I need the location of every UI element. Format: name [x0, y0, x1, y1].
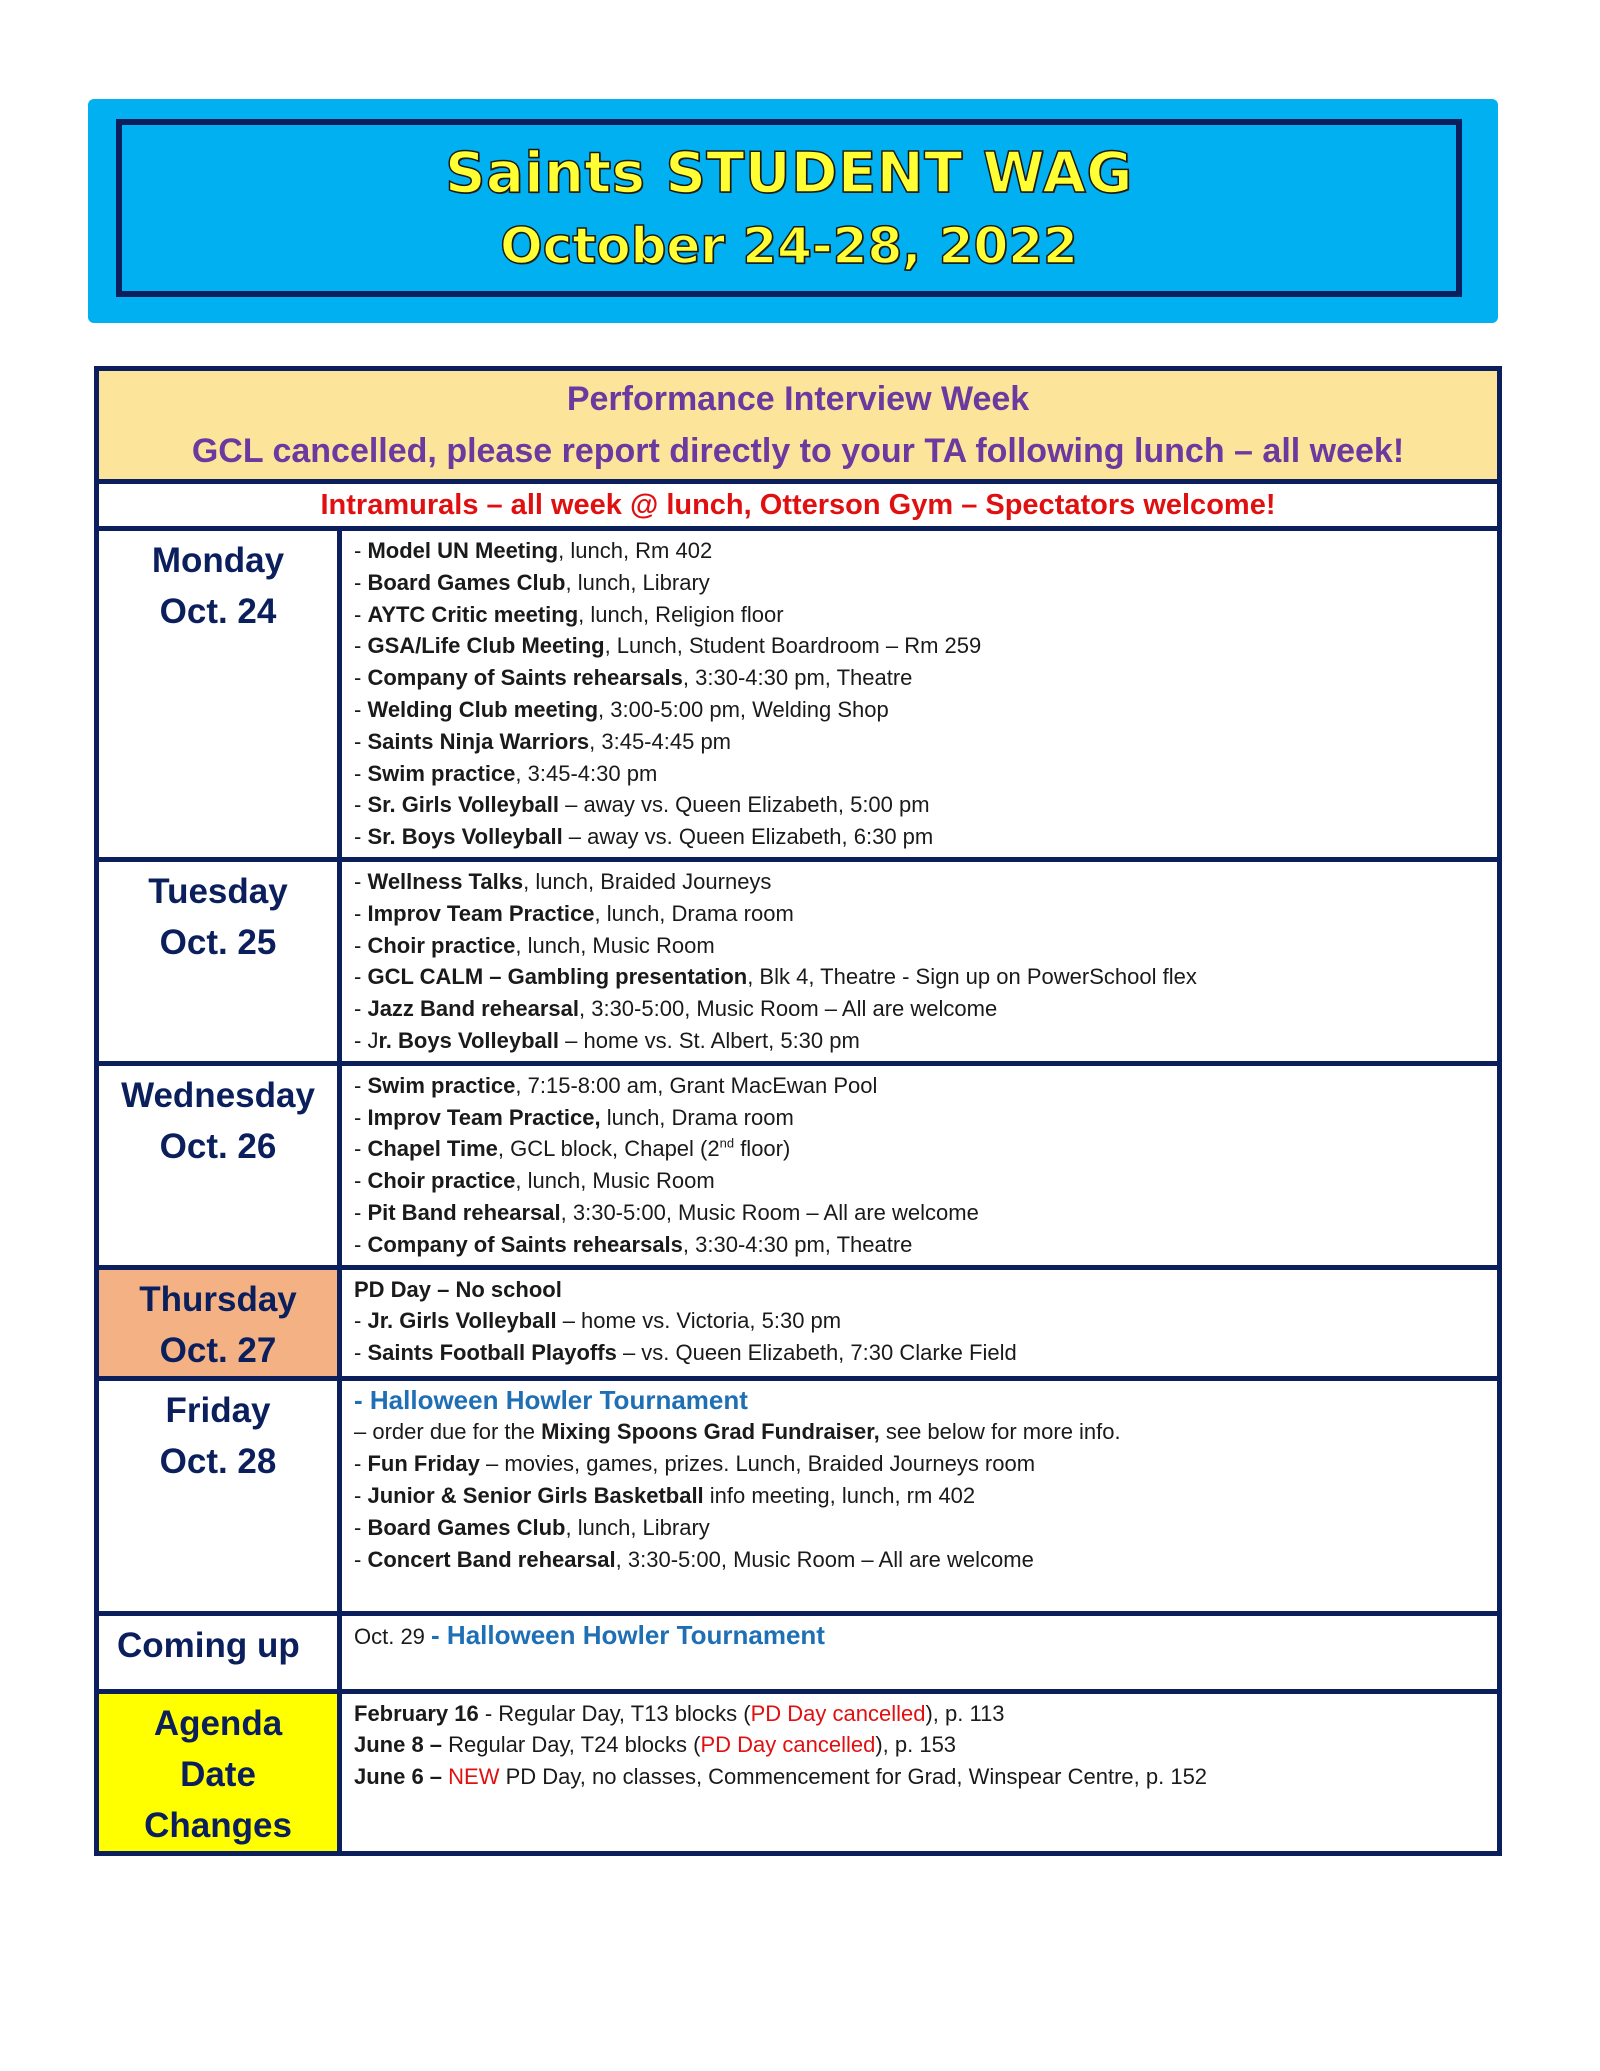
- event-details: , lunch, Rm 402: [558, 538, 713, 563]
- event-title: Swim practice: [367, 1072, 516, 1098]
- event-details: , lunch, Religion floor: [578, 601, 784, 627]
- coming-up-label-cell: [97, 1613, 340, 1691]
- event-prefix: -: [354, 1340, 368, 1366]
- event-details: , lunch, Music Room: [515, 932, 715, 958]
- event-details: , GCL block, Chapel (2: [497, 1136, 720, 1162]
- agenda-date: June 8 –: [354, 1732, 443, 1758]
- event-prefix: -: [354, 1308, 368, 1334]
- event-prefix: -: [354, 932, 368, 958]
- event-prefix: -: [354, 1168, 368, 1194]
- event-title: Swim practice: [367, 760, 516, 786]
- event-prefix: -: [354, 1482, 368, 1508]
- announcement-row: [97, 369, 1500, 482]
- event-prefix: – order due for the: [354, 1419, 542, 1445]
- agenda-text: Regular Day, T24 blocks (: [442, 1732, 701, 1758]
- agenda-item: [354, 1729, 1497, 1761]
- agenda-text-tail: ), p. 153: [875, 1732, 957, 1758]
- event-title: Jazz Band rehearsal: [367, 996, 579, 1022]
- event-prefix: -: [354, 601, 368, 627]
- event-prefix: -: [354, 964, 368, 990]
- event-prefix: -: [354, 633, 368, 659]
- day-label-wednesday: [97, 1063, 340, 1267]
- event-item: [354, 1197, 1497, 1229]
- agenda-highlight: PD Day cancelled: [700, 1732, 876, 1758]
- event-superscript: nd: [719, 1136, 735, 1152]
- event-item: [354, 535, 1497, 567]
- event-details: see below for more info.: [879, 1419, 1121, 1445]
- day-name: Thursday: [139, 1279, 297, 1319]
- event-details: – home vs. St. Albert, 5:30 pm: [559, 1027, 860, 1053]
- events-tuesday: [340, 859, 1500, 1063]
- coming-up-title: - Halloween Howler Tournament: [431, 1619, 825, 1650]
- event-details: info meeting, lunch, rm 402: [703, 1482, 976, 1508]
- day-name: Wednesday: [121, 1075, 315, 1115]
- event-item: [354, 1448, 1497, 1480]
- event-details: , 3:45-4:30 pm: [515, 760, 658, 786]
- event-item: [354, 662, 1497, 694]
- event-item: [354, 866, 1497, 898]
- event-item: [354, 821, 1497, 853]
- event-prefix: -: [354, 1104, 368, 1130]
- friday-highlight-event: - Halloween Howler Tournament: [354, 1384, 748, 1415]
- agenda-label-cell: [97, 1691, 340, 1853]
- agenda-text-tail: ), p. 113: [925, 1700, 1005, 1726]
- event-item: [354, 630, 1497, 662]
- agenda-label-1: Agenda: [153, 1703, 283, 1743]
- event-details: , 3:30-5:00, Music Room – All are welcome: [615, 1546, 1034, 1572]
- event-prefix: -: [354, 1199, 368, 1225]
- event-prefix: -: [354, 1136, 368, 1162]
- announcement-line-2: GCL cancelled, please report directly to your TA following lunch – all week!: [191, 432, 1405, 470]
- event-title: Wellness Talks: [367, 868, 524, 894]
- agenda-highlight: NEW: [448, 1764, 500, 1790]
- event-prefix: -: [354, 1451, 368, 1477]
- event-details: , 3:30-5:00, Music Room – All are welcome: [579, 996, 998, 1022]
- agenda-label-2: Date: [180, 1754, 256, 1794]
- header-banner: [88, 99, 1498, 323]
- intramurals-notice: Intramurals – all week @ lunch, Otterson Gym – Spectators welcome!: [97, 482, 1500, 529]
- event-item: [354, 1102, 1497, 1134]
- event-details: , 3:45-4:45 pm: [589, 728, 732, 754]
- event-prefix: -: [354, 538, 368, 563]
- day-label-tuesday: [97, 859, 340, 1063]
- event-title: GCL CALM – Gambling presentation: [367, 964, 748, 990]
- event-item: [354, 993, 1497, 1025]
- agenda-item: [354, 1698, 1497, 1730]
- event-prefix: -: [354, 824, 368, 850]
- event-item: [354, 789, 1497, 821]
- coming-up-row: [97, 1613, 1500, 1691]
- event-prefix: -: [354, 996, 368, 1022]
- events-thursday: [340, 1267, 1500, 1378]
- day-date: Oct. 24: [159, 592, 277, 631]
- event-title: Sr. Girls Volleyball: [367, 792, 560, 818]
- event-title: r. Boys Volleyball: [378, 1027, 560, 1053]
- day-label-monday: [97, 529, 340, 860]
- event-prefix: -: [354, 569, 368, 595]
- event-title: Choir practice: [367, 1168, 516, 1194]
- event-details: lunch, Drama room: [600, 1104, 794, 1130]
- coming-up-event: [354, 1620, 1497, 1653]
- page-title: Saints STUDENT WAG: [445, 140, 1133, 206]
- announcement-cell: [97, 369, 1500, 482]
- event-item: [354, 1070, 1497, 1102]
- event-item: [354, 1512, 1497, 1544]
- event-prefix: -: [354, 728, 368, 754]
- event-details: , Blk 4, Theatre - Sign up on PowerSchool flex: [747, 964, 1197, 990]
- agenda-text-tail: PD Day, no classes, Commencement for Grad, Winspear Centre, p. 152: [499, 1764, 1208, 1790]
- agenda-item: [354, 1761, 1497, 1793]
- day-name: Monday: [151, 541, 285, 580]
- event-title: Company of Saints rehearsals: [367, 665, 683, 691]
- event-details: , 3:30-5:00, Music Room – All are welcome: [560, 1199, 979, 1225]
- day-label-friday: [97, 1378, 340, 1613]
- event-title: Jr. Girls Volleyball: [367, 1308, 557, 1334]
- event-details: – away vs. Queen Elizabeth, 5:00 pm: [559, 792, 930, 818]
- event-details: , lunch, Music Room: [515, 1168, 715, 1194]
- event-details: , lunch, Library: [565, 569, 710, 595]
- events-friday: [340, 1378, 1500, 1613]
- event-details: , 3:30-4:30 pm, Theatre: [682, 665, 913, 691]
- event-prefix: -: [354, 760, 368, 786]
- event-item: [354, 930, 1497, 962]
- event-prefix: -: [354, 868, 368, 894]
- event-title: Company of Saints rehearsals: [367, 1231, 683, 1257]
- coming-up-label: Coming up: [117, 1625, 300, 1665]
- agenda-row: [97, 1691, 1500, 1853]
- event-details: , 3:30-4:30 pm, Theatre: [682, 1231, 913, 1257]
- event-title: Sr. Boys Volleyball: [367, 824, 563, 850]
- event-details: – vs. Queen Elizabeth, 7:30 Clarke Field: [616, 1340, 1017, 1366]
- coming-up-date: Oct. 29: [354, 1623, 432, 1649]
- event-item: [354, 1025, 1497, 1057]
- event-item: [354, 1229, 1497, 1261]
- event-details: – home vs. Victoria, 5:30 pm: [556, 1308, 842, 1334]
- event-title: Saints Ninja Warriors: [367, 728, 590, 754]
- events-wednesday: [340, 1063, 1500, 1267]
- event-details-tail: floor): [734, 1136, 791, 1162]
- events-monday: [340, 529, 1500, 860]
- friday-event-list: [354, 1416, 1497, 1575]
- event-title: Improv Team Practice,: [367, 1104, 601, 1130]
- event-prefix: -: [354, 1072, 368, 1098]
- event-item: [354, 1133, 1497, 1165]
- event-title: Junior & Senior Girls Basketball: [367, 1482, 704, 1508]
- event-title: Chapel Time: [367, 1136, 498, 1162]
- event-details: , lunch, Drama room: [594, 900, 794, 926]
- event-details: , lunch, Braided Journeys: [523, 868, 772, 894]
- event-prefix: -: [354, 1514, 368, 1540]
- event-item: [354, 567, 1497, 599]
- agenda-label-3: Changes: [144, 1805, 292, 1845]
- event-title: GSA/Life Club Meeting: [367, 633, 605, 659]
- event-details: , lunch, Library: [565, 1514, 710, 1540]
- event-title: PD Day – No school: [354, 1276, 562, 1302]
- event-item: [354, 1274, 1497, 1306]
- day-label-thursday: [97, 1267, 340, 1378]
- event-details: , Lunch, Student Boardroom – Rm 259: [604, 633, 982, 659]
- event-prefix: -: [354, 792, 368, 818]
- event-details: , 3:00-5:00 pm, Welding Shop: [598, 696, 889, 722]
- event-title: Choir practice: [367, 932, 516, 958]
- coming-up-events: [340, 1613, 1500, 1691]
- page-date-range: October 24-28, 2022: [500, 216, 1078, 275]
- agenda-changes: [340, 1691, 1500, 1853]
- day-name: Friday: [165, 1390, 271, 1430]
- event-item: [354, 758, 1497, 790]
- day-row-monday: [97, 529, 1500, 860]
- event-details: , 7:15-8:00 am, Grant MacEwan Pool: [515, 1072, 878, 1098]
- day-name: Tuesday: [148, 871, 288, 911]
- event-item: [354, 1480, 1497, 1512]
- event-details: – away vs. Queen Elizabeth, 6:30 pm: [562, 824, 934, 850]
- event-item: [354, 1305, 1497, 1337]
- event-title: Saints Football Playoffs: [367, 1340, 617, 1366]
- weekly-schedule-table: [94, 366, 1502, 1856]
- event-item: [354, 961, 1497, 993]
- event-title: Fun Friday: [367, 1451, 480, 1477]
- day-date: Oct. 25: [159, 922, 277, 962]
- event-item: [354, 1337, 1497, 1369]
- event-prefix: -: [354, 665, 368, 691]
- event-prefix: -: [354, 1546, 368, 1572]
- event-title: Improv Team Practice: [367, 900, 595, 926]
- day-row-thursday: [97, 1267, 1500, 1378]
- event-prefix: -: [354, 1231, 368, 1257]
- event-prefix: - J: [354, 1027, 379, 1053]
- intramurals-row: [97, 482, 1500, 529]
- agenda-date: June 6 –: [354, 1764, 443, 1790]
- agenda-text: - Regular Day, T13 blocks (: [478, 1700, 751, 1726]
- event-prefix: -: [354, 900, 368, 926]
- event-title: Board Games Club: [367, 1514, 566, 1540]
- event-details: – movies, games, prizes. Lunch, Braided Journeys room: [479, 1451, 1036, 1477]
- event-prefix: -: [354, 696, 368, 722]
- event-title: Concert Band rehearsal: [367, 1546, 616, 1572]
- event-item: [354, 1544, 1497, 1576]
- agenda-date: February 16: [354, 1700, 479, 1726]
- agenda-highlight: PD Day cancelled: [750, 1700, 926, 1726]
- event-item: [354, 1165, 1497, 1197]
- event-title: Model UN Meeting: [367, 538, 559, 563]
- event-item: [354, 599, 1497, 631]
- day-date: Oct. 27: [159, 1330, 277, 1370]
- event-item: [354, 694, 1497, 726]
- event-title: Pit Band rehearsal: [367, 1199, 561, 1225]
- event-item: [354, 726, 1497, 758]
- header-frame: [116, 119, 1462, 297]
- day-date: Oct. 28: [159, 1441, 277, 1481]
- day-row-wednesday: [97, 1063, 1500, 1267]
- day-row-friday: [97, 1378, 1500, 1613]
- day-row-tuesday: [97, 859, 1500, 1063]
- event-item: [354, 1416, 1497, 1448]
- event-title: Board Games Club: [367, 569, 566, 595]
- announcement-line-1: Performance Interview Week: [566, 380, 1030, 418]
- event-title: Welding Club meeting: [367, 696, 599, 722]
- event-item: [354, 898, 1497, 930]
- day-date: Oct. 26: [159, 1126, 277, 1166]
- event-title: Mixing Spoons Grad Fundraiser,: [541, 1419, 880, 1445]
- event-title: AYTC Critic meeting: [367, 601, 579, 627]
